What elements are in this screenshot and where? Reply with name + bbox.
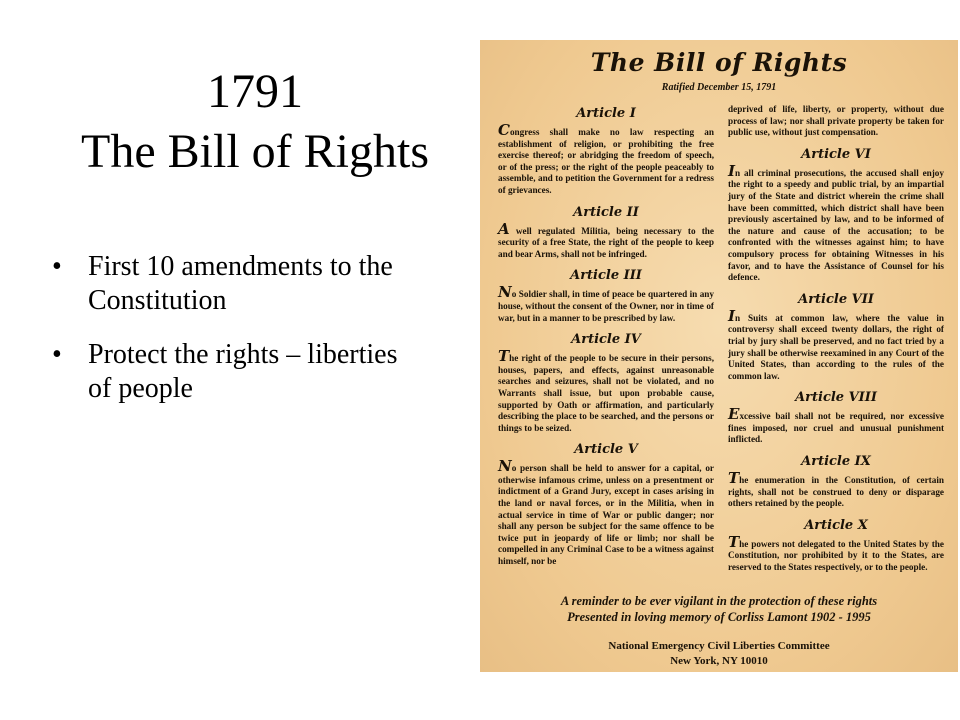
article-body: [498, 219, 714, 261]
document-right-column: [728, 104, 944, 582]
article-text: ongress shall make no law respecting an establishment of religion, or prohibiting the free exercise thereof; or abridging the freedom of speech, or of the press; or the right of the people peaceably to assemble, and to petition the Government for a redress of grievances.: [498, 127, 714, 195]
article-text: o person shall be held to answer for a capital, or otherwise infamous crime, unless on a presentment or indictment of a Grand Jury, except in cases arising in the land or naval forces, or in the Militia, when in actual service in time of War or public danger; nor shall any person be subject for the same offence to be twice put in jeopardy of life or limb; nor shall be compelled in any Criminal Case to be a witness against himself, nor be: [498, 463, 714, 567]
bullet-text: First 10 amendments to the Constitution: [88, 251, 393, 316]
article-text: he right of the people to be secure in their persons, houses, papers, and effects, against unreasonable searches and seizures, shall not be violated, and no Warrants shall issue, but upon probable cause, supported by Oath or affirmation, and particularly describing the place to be searched, and the persons or things to be seized.: [498, 353, 714, 433]
article-text: he powers not delegated to the United States by the Constitution, nor prohibited by it to the States, are reserved to the States respectively, or to the people.: [728, 538, 944, 573]
article-heading: Article I: [576, 106, 636, 121]
drop-cap: E: [728, 405, 740, 424]
article-9: [728, 454, 944, 510]
article-body: [498, 457, 714, 567]
dedication-line: Presented in loving memory of Corliss Lamont 1902 - 1995: [567, 610, 871, 624]
article-text: xcessive bail shall not be required, nor excessive fines imposed, nor cruel and unusual punishment inflicted.: [728, 411, 944, 445]
reminder-line: A reminder to be ever vigilant in the protection of these rights: [560, 594, 878, 608]
bullet-text: Protect the rights – liberties of people: [88, 339, 398, 404]
article-5-continuation: [728, 104, 944, 139]
document-left-column: [498, 104, 714, 576]
article-5: [498, 442, 714, 567]
article-heading: Article VIII: [795, 390, 877, 406]
article-body: [498, 347, 714, 434]
article-3: [498, 268, 714, 324]
drop-cap: A: [498, 219, 510, 238]
article-heading: Article V: [574, 442, 638, 458]
article-heading: Article VII: [798, 291, 874, 307]
publisher-address: New York, NY 10010: [670, 655, 768, 667]
article-body: [728, 469, 944, 510]
slide-title-year: 1791: [207, 65, 303, 118]
drop-cap: N: [498, 457, 512, 476]
article-heading: Article IX: [801, 454, 871, 470]
article-heading: Article IV: [571, 332, 641, 348]
bullet-item: [50, 338, 410, 406]
article-6: [728, 147, 944, 284]
bullet-list: [50, 250, 410, 426]
slide-title-text: The Bill of Rights: [81, 125, 429, 178]
article-heading: Article III: [570, 268, 642, 284]
article-body: [498, 121, 714, 197]
article-text: he enumeration in the Constitution, of certain rights, shall not be construed to deny or disparage others retained by the people.: [728, 475, 944, 509]
article-body: [728, 161, 944, 284]
article-heading: Article X: [804, 517, 868, 533]
article-text: o Soldier shall, in time of peace be quartered in any house, without the consent of the Owner, nor in time of war, but in a manner to be prescribed by law.: [498, 289, 714, 323]
article-text: well regulated Militia, being necessary to the security of a free State, the right of the people to keep and bear Arms, shall not be infringed.: [498, 225, 714, 259]
drop-cap: T: [498, 347, 510, 366]
memorial-dedication: [500, 593, 938, 625]
article-body: [498, 283, 714, 324]
article-text: n all criminal prosecutions, the accused shall enjoy the right to a speedy and public trial, by an impartial jury of the State and district wherein the crime shall have been committed, which district shall have been previously ascertained by law, and to be informed of the nature and cause of the accusation; to be confronted with the witnesses against him; to have compulsory process for obtaining Witnesses in his favor, and to have the Assistance of Counsel for his defence.: [728, 167, 944, 283]
article-4: [498, 332, 714, 434]
article-body: [728, 405, 944, 446]
publisher-name: National Emergency Civil Liberties Committee: [608, 640, 830, 652]
article-1: [498, 106, 714, 197]
drop-cap: T: [728, 532, 740, 551]
drop-cap: N: [498, 283, 512, 302]
drop-cap: I: [728, 306, 736, 325]
article-7: [728, 292, 944, 383]
slide-title: [30, 62, 480, 182]
bullet-item: [50, 250, 410, 318]
article-2: [498, 205, 714, 261]
article-body: [728, 306, 944, 383]
bullet-icon: •: [52, 339, 62, 370]
drop-cap: C: [498, 121, 510, 139]
document-title: The Bill of Rights: [590, 48, 848, 77]
article-heading: Article II: [573, 204, 639, 220]
article-10: [728, 518, 944, 574]
article-8: [728, 390, 944, 446]
bill-of-rights-document-image: [480, 40, 958, 672]
bullet-icon: •: [52, 251, 62, 282]
drop-cap: I: [728, 161, 736, 180]
drop-cap: T: [728, 469, 740, 488]
article-text: n Suits at common law, where the value in controversy shall exceed twenty dollars, the right of trial by jury shall be preserved, and no fact tried by a jury shall be otherwise reexamined in any Court of the United States, than according to the rules of the common law.: [728, 312, 944, 381]
publisher-footer: [500, 639, 938, 669]
article-body: [728, 532, 944, 574]
document-subtitle: Ratified December 15, 1791: [661, 82, 777, 93]
article-text: deprived of life, liberty, or property, without due process of law; nor shall private property be taken for public use, without just compensation.: [728, 104, 944, 138]
article-heading: Article VI: [801, 146, 871, 162]
